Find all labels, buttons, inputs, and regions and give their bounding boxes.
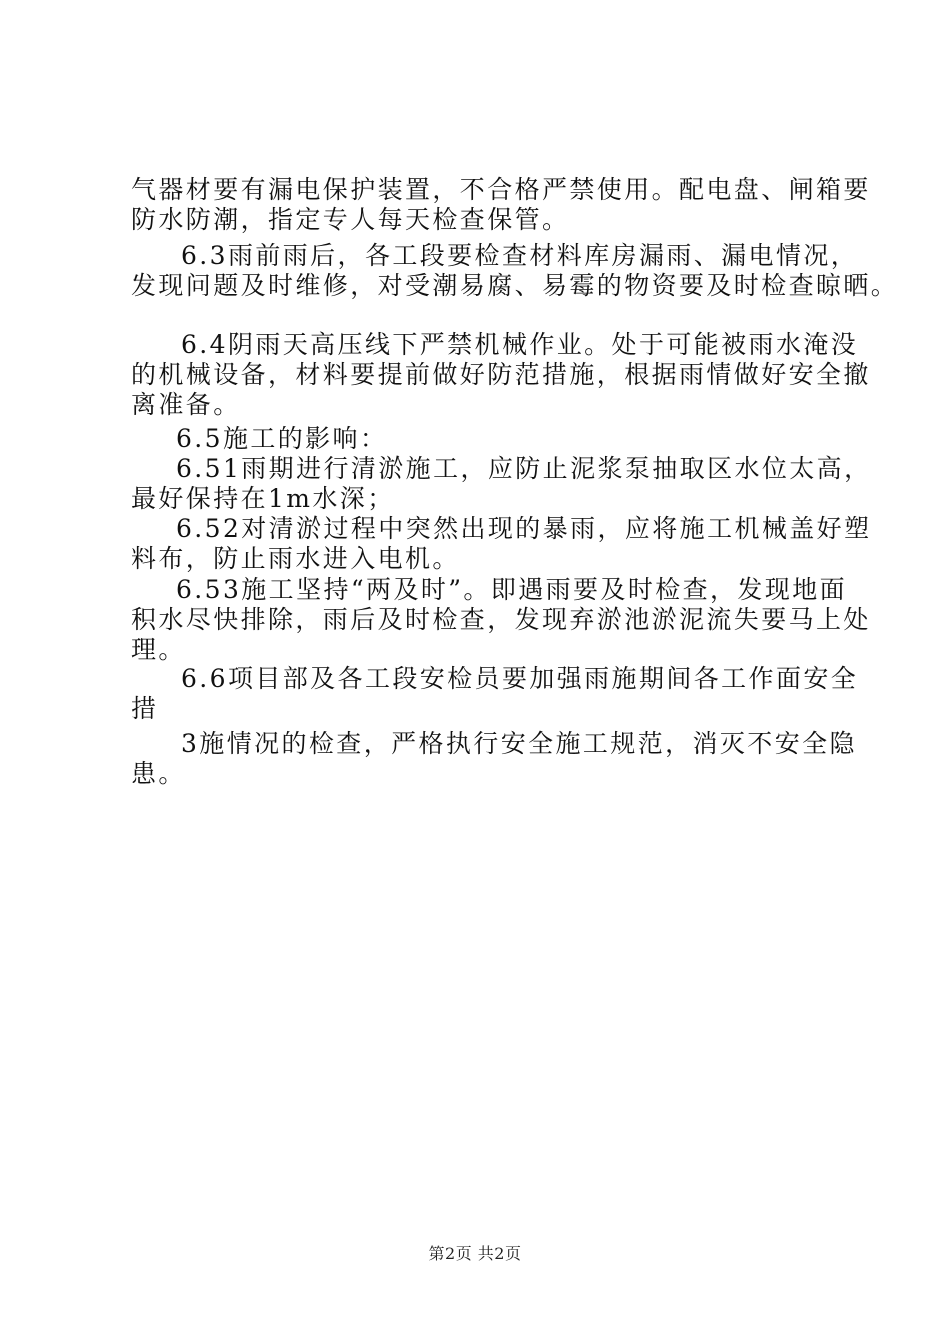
body-text-line: 措 (131, 694, 159, 723)
body-text-line: 6.3雨前雨后，各工段要检查材料库房漏雨、漏电情况， (181, 241, 859, 270)
body-text-line: 理。 (131, 635, 186, 664)
body-text-line: 气器材要有漏电保护装置，不合格严禁使用。配电盘、闸箱要 (131, 175, 871, 204)
body-text-line: 最好保持在1m水深； (131, 484, 395, 513)
body-text-line: 3施情况的检查，严格执行安全施工规范，消灭不安全隐 (181, 729, 857, 758)
body-text-line: 积水尽快排除，雨后及时检查，发现弃淤池淤泥流失要马上处 (131, 605, 871, 634)
body-text-line: 防水防潮，指定专人每天检查保管。 (131, 205, 570, 234)
body-text-line: 离准备。 (131, 390, 241, 419)
body-text-line: 6.53施工坚持“两及时”。即遇雨要及时检查，发现地面 (176, 575, 848, 604)
body-text-line: 6.5施工的影响： (176, 424, 388, 453)
body-text-line: 料布，防止雨水进入电机。 (131, 544, 460, 573)
body-text-line: 患。 (131, 759, 186, 788)
body-text-line: 的机械设备，材料要提前做好防范措施，根据雨情做好安全撤 (131, 360, 871, 389)
body-text-line: 6.52对清淤过程中突然出现的暴雨，应将施工机械盖好塑 (176, 514, 872, 543)
body-text-line: 发现问题及时维修，对受潮易腐、易霉的物资要及时检查晾晒。 (131, 271, 899, 300)
body-text-line: 6.6项目部及各工段安检员要加强雨施期间各工作面安全 (181, 664, 859, 693)
body-text-line: 6.4阴雨天高压线下严禁机械作业。处于可能被雨水淹没 (181, 330, 859, 359)
page-footer: 第2页 共2页 (428, 1244, 522, 1263)
body-text-line: 6.51雨期进行清淤施工，应防止泥浆泵抽取区水位太高， (176, 454, 872, 483)
